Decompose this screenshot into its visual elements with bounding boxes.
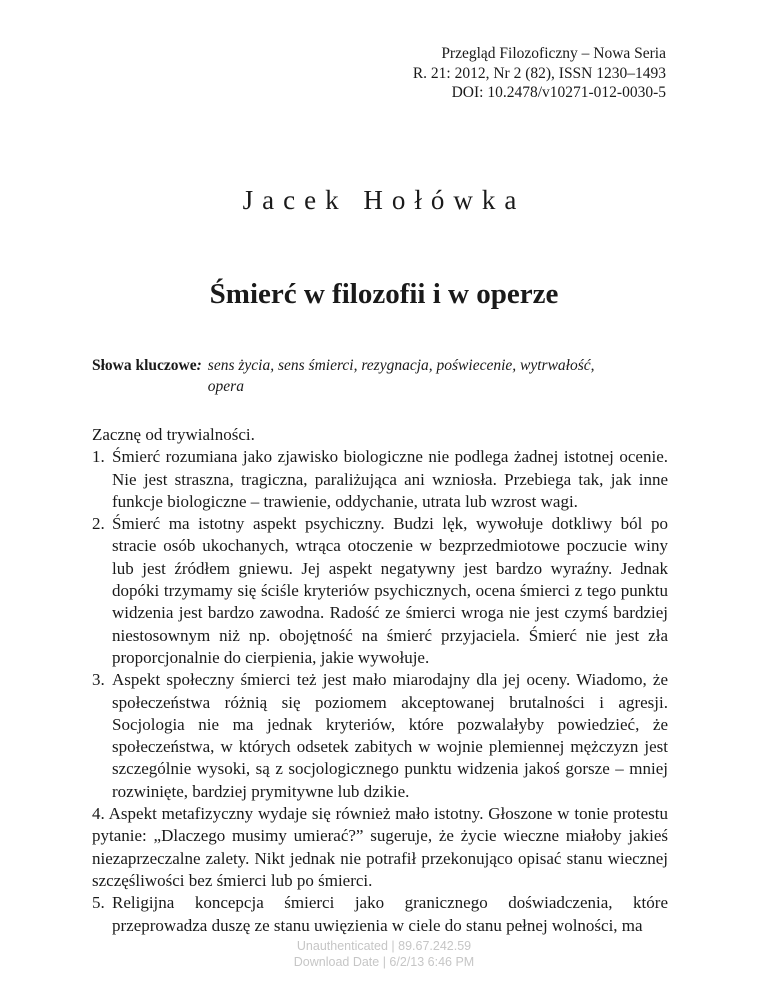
list-item-number: 4. [92,804,105,824]
list-item-text: Śmierć rozumiana jako zjawisko biologiczne nie podlega żadnej istotnej ocenie. Nie jest straszna, tragiczna, paraliżująca ani wzniosła. Przebiega tak, jak inne funkcje biologiczne – trawienie, oddychanie, utrata lub wzrost wagi. [112,447,668,511]
keywords-label-text: Słowa kluczowe [92,357,197,374]
list-item-text: Aspekt metafizyczny wydaje się również mało istotny. Głoszone w tonie protestu pytanie: „Dlaczego musimy umierać?” sugeruje, że życie wieczne miałoby jakieś niezaprzeczalne zalety. Nikt jednak nie potrafił przekonująco opisać stanu wiecznej szczęśliwości bez śmierci lub po śmierci. [92,804,668,890]
author-name: Jacek Hołówka [242,185,526,215]
list-item [92,446,668,513]
journal-volume: R. 21: 2012, Nr 2 (82), ISSN 1230–1493 [412,64,666,82]
list-item-number: 1. [92,447,105,467]
keywords-label [92,355,202,397]
list-item [92,803,668,892]
list-item [92,513,668,669]
journal-header [413,44,666,103]
list-item [92,892,668,937]
download-watermark [0,938,768,970]
keywords-line-2: opera [207,378,244,395]
keywords-list [202,355,595,397]
journal-doi: DOI: 10.2478/v10271-012-0030-5 [451,84,666,101]
list-item-text: Religijna koncepcja śmierci jako granicznego doświadczenia, które przeprowadza duszę ze stanu uwięzienia w ciele do stanu pełnej wolności, ma [112,893,668,935]
intro-paragraph: Zacznę od trywialności. [92,425,255,444]
keywords-block [92,355,666,397]
article-body [92,424,668,937]
keywords-colon: : [196,357,202,374]
journal-name: Przegląd Filozoficzny – Nowa Seria [441,45,666,62]
numbered-list [92,446,668,937]
keywords-line-1: sens życia, sens śmierci, rezygnacja, poświecenie, wytrwałość, [207,357,595,374]
watermark-line-1: Unauthenticated | 89.67.242.59 [296,939,472,953]
list-item-number: 3. [92,670,105,690]
list-item [92,669,668,803]
list-item-number: 2. [92,514,105,534]
list-item-text: Śmierć ma istotny aspekt psychiczny. Budzi lęk, wywołuje dotkliwy ból po stracie osób ukochanych, wtrąca otoczenie w bezprzedmiotowe poczucie winy lub jest źródłem gniewu. Jej aspekt negatywny jest bardzo wyraźny. Jednak dopóki trzymamy się ściśle kryteriów psychicznych, ocena śmierci z tego punktu widzenia jest bardzo zawodna. Radość ze śmierci wroga nie jest czymś bardziej niestosownym niż np. obojętność na śmierć przyjaciela. Śmierć nie jest zła proporcjonalnie do cierpienia, jakie wywołuje. [112,514,668,667]
article-title: Śmierć w filozofii i w operze [209,278,559,310]
list-item-text: Aspekt społeczny śmierci też jest mało miarodajny dla jej oceny. Wiadomo, że społeczeństwa różnią się poziomem akceptowanej brutalności i agresji. Socjologia nie ma jednak kryteriów, które pozwalałyby powiedzieć, że społeczeństwa, w których odsetek zabitych w wojnie plemiennej mężczyzn jest szczególnie wysoki, są z socjologicznego punktu widzenia jakoś gorsze – mniej rozwinięte, bardziej prymitywne lub dzikie. [112,670,668,801]
list-item-number: 5. [92,893,105,913]
watermark-line-2: Download Date | 6/2/13 6:46 PM [293,955,475,969]
